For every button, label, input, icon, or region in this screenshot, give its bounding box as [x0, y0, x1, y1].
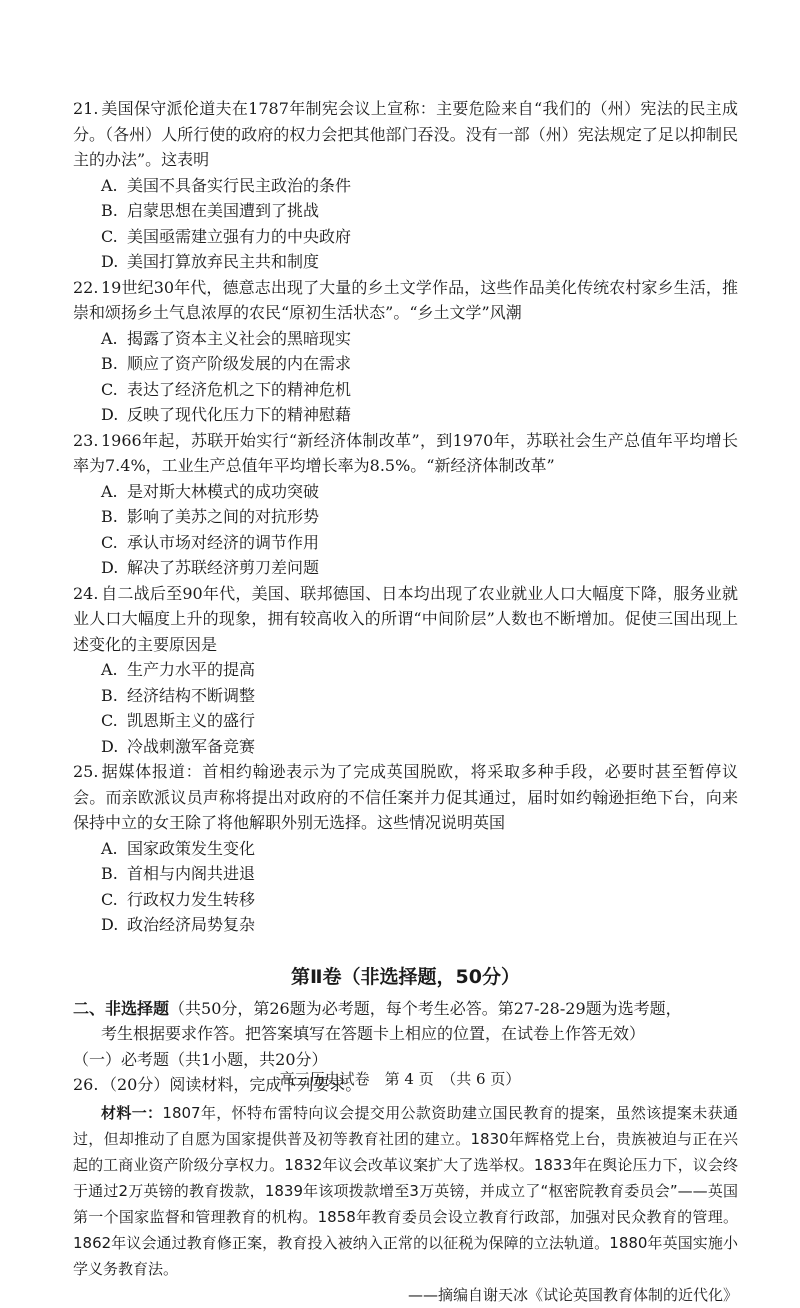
answer-option	[101, 479, 421, 505]
question-stem-line	[73, 759, 738, 836]
question-block	[73, 581, 738, 760]
answer-option	[101, 173, 421, 199]
part-text-continued: 考生根据要求作答。把答案填写在答题卡上相应的位置，在试卷上作答无效）	[101, 1024, 646, 1043]
answer-option	[101, 887, 421, 913]
answer-option	[101, 912, 421, 938]
option-text: 美国打算放弃民主共和制度	[127, 252, 320, 271]
option-letter: B.	[101, 685, 118, 705]
question-stem: 据媒体报道：首相约翰逊表示为了完成英国脱欧，将采取多种手段，必要时甚至暂停议会。而亲欧派议员声称将提出对政府的不信任案并力促其通过，届时如约翰逊拒绝下台，向来保持中立的女王除了将他解职外别无选择。这些情况说明英国	[73, 762, 738, 832]
option-letter: B.	[101, 507, 118, 526]
question-stem: 1966年起，苏联开始实行“新经济体制改革”，到1970年，苏联社会生产总值年平均增长率为7.4%，工业生产总值年平均增长率为8.5%。“新经济体制改革”	[73, 430, 738, 475]
option-text: 国家政策发生变化	[127, 838, 256, 858]
option-list	[73, 836, 738, 938]
option-letter: B.	[101, 201, 118, 220]
material-one	[73, 1100, 738, 1282]
question-stem: 19世纪30年代，德意志出现了大量的乡土文学作品，这些作品美化传统农村家乡生活，推崇和颂扬乡土气息浓厚的农民“原初生活状态”。“乡土文学”风潮	[73, 277, 738, 322]
answer-option	[101, 402, 421, 428]
option-letter: C.	[101, 711, 118, 730]
answer-option	[101, 198, 421, 224]
question-block	[73, 759, 738, 938]
option-letter: D.	[101, 915, 119, 934]
part-text: （共50分，第26题为必考题，每个考生必答。第27-28-29题为选考题，	[169, 998, 682, 1018]
question-stem: 美国保守派伦道夫在1787年制宪会议上宣称：主要危险来自“我们的（州）宪法的民主成分。（各州）人所行使的政府的权力会把其他部门吞没。没有一部（州）宪法规定了足以抑制民主的办法”。这表明	[73, 99, 738, 169]
option-list	[73, 479, 738, 581]
option-text: 承认市场对经济的调节作用	[127, 532, 320, 552]
question-number: 24.	[73, 583, 99, 603]
option-text: 政治经济局势复杂	[127, 915, 256, 934]
question-block	[73, 275, 738, 428]
option-letter: A.	[101, 838, 118, 858]
material-source: ——摘编自谢天冰《试论英国教育体制的近代化》	[407, 1285, 738, 1304]
answer-option	[101, 249, 421, 275]
option-text: 行政权力发生转移	[127, 889, 256, 909]
answer-option	[101, 351, 421, 377]
option-text: 首相与内阁共进退	[127, 864, 256, 883]
question-number: 26.	[73, 1075, 99, 1094]
option-text: 美国不具备实行民主政治的条件	[127, 175, 352, 195]
option-text: 启蒙思想在美国遭到了挑战	[127, 201, 320, 220]
question-list	[73, 96, 738, 938]
option-text: 经济结构不断调整	[127, 685, 256, 705]
option-letter: B.	[101, 354, 118, 373]
question-stem-line	[73, 581, 738, 658]
page-footer: 高三历史试卷 第 4 页 （共 6 页）	[279, 1070, 521, 1088]
option-list	[73, 326, 738, 428]
option-letter: A.	[101, 660, 118, 679]
option-text: 冷战刺激军备竞赛	[127, 736, 256, 756]
material-text: 1807年，怀特布雷特向议会提交用公款资助建立国民教育的提案，虽然该提案未获通过，但却推动了自愿为国家提供普及初等教育社团的建立。1830年辉格党上台，贵族被迫与正在兴起的工商业资产阶级分享权力。1832年议会改革议案扩大了选举权。1833年在舆论压力下，议会终于通过2万英镑的教育拨款，1839年该项拨款增至3万英镑，并成立了“枢密院教育委员会”——英国第一个国家监督和管理教育的机构。1858年教育委员会设立教育行政部，加强对民众教育的管理。1862年议会通过教育修正案，教育投入被纳入正常的以征税为保障的立法轨道。1880年英国实施小学义务教育法。	[73, 1103, 738, 1278]
option-list	[73, 173, 738, 275]
part-label: 二、非选择题	[73, 998, 170, 1018]
option-letter: D.	[101, 405, 119, 424]
section-title: 第Ⅱ卷（非选择题，50分）	[291, 965, 520, 988]
question-stem: （20分）阅读材料，完成下列要求。	[101, 1075, 362, 1094]
question-stem-line	[73, 275, 738, 326]
answer-option	[101, 530, 421, 556]
part-heading	[73, 996, 738, 1047]
answer-option	[101, 708, 421, 734]
option-letter: C.	[101, 889, 118, 909]
option-letter: C.	[101, 226, 118, 246]
question-stem: 自二战后至90年代，美国、联邦德国、日本均出现了农业就业人口大幅度下降，服务业就业人口大幅度上升的现象，拥有较高收入的所谓“中间阶层”人数也不断增加。促使三国出现上述变化的主要原因是	[73, 583, 738, 654]
answer-option	[101, 836, 421, 862]
option-letter: A.	[101, 328, 118, 348]
exam-page	[73, 96, 738, 1308]
option-letter: A.	[101, 175, 118, 195]
answer-option	[101, 861, 421, 887]
option-text: 解决了苏联经济剪刀差问题	[127, 558, 320, 577]
question-block	[73, 428, 738, 581]
option-text: 美国亟需建立强有力的中央政府	[127, 226, 352, 246]
option-letter: C.	[101, 532, 118, 552]
option-text: 揭露了资本主义社会的黑暗现实	[127, 328, 352, 348]
question-number: 23.	[73, 430, 99, 450]
question-stem-line	[73, 96, 738, 173]
question-number: 25.	[73, 762, 99, 781]
answer-option	[101, 683, 421, 709]
option-text: 表达了经济危机之下的精神危机	[127, 379, 352, 399]
question-block	[73, 96, 738, 275]
question-number: 21.	[73, 99, 99, 118]
option-letter: D.	[101, 736, 119, 756]
option-letter: B.	[101, 864, 118, 883]
option-letter: D.	[101, 252, 119, 271]
option-text: 凯恩斯主义的盛行	[127, 711, 256, 730]
option-letter: A.	[101, 481, 118, 501]
option-text: 顺应了资产阶级发展的内在需求	[127, 354, 352, 373]
option-letter: C.	[101, 379, 118, 399]
answer-option	[101, 377, 421, 403]
option-text: 反映了现代化压力下的精神慰藉	[127, 405, 352, 424]
option-text: 是对斯大林模式的成功突破	[127, 481, 320, 501]
option-letter: D.	[101, 558, 119, 577]
option-list	[73, 657, 738, 759]
material-label: 材料一：	[101, 1103, 163, 1122]
question-number: 22.	[73, 277, 99, 297]
answer-option	[101, 224, 421, 250]
answer-option	[101, 504, 421, 530]
answer-option	[101, 657, 421, 683]
answer-option	[101, 326, 421, 352]
answer-option	[101, 555, 421, 581]
option-text: 影响了美苏之间的对抗形势	[127, 507, 320, 526]
question-stem-line	[73, 428, 738, 479]
answer-option	[101, 734, 421, 760]
option-text: 生产力水平的提高	[127, 660, 256, 679]
required-subheading: （一）必考题（共1小题，共20分）	[73, 1049, 328, 1069]
